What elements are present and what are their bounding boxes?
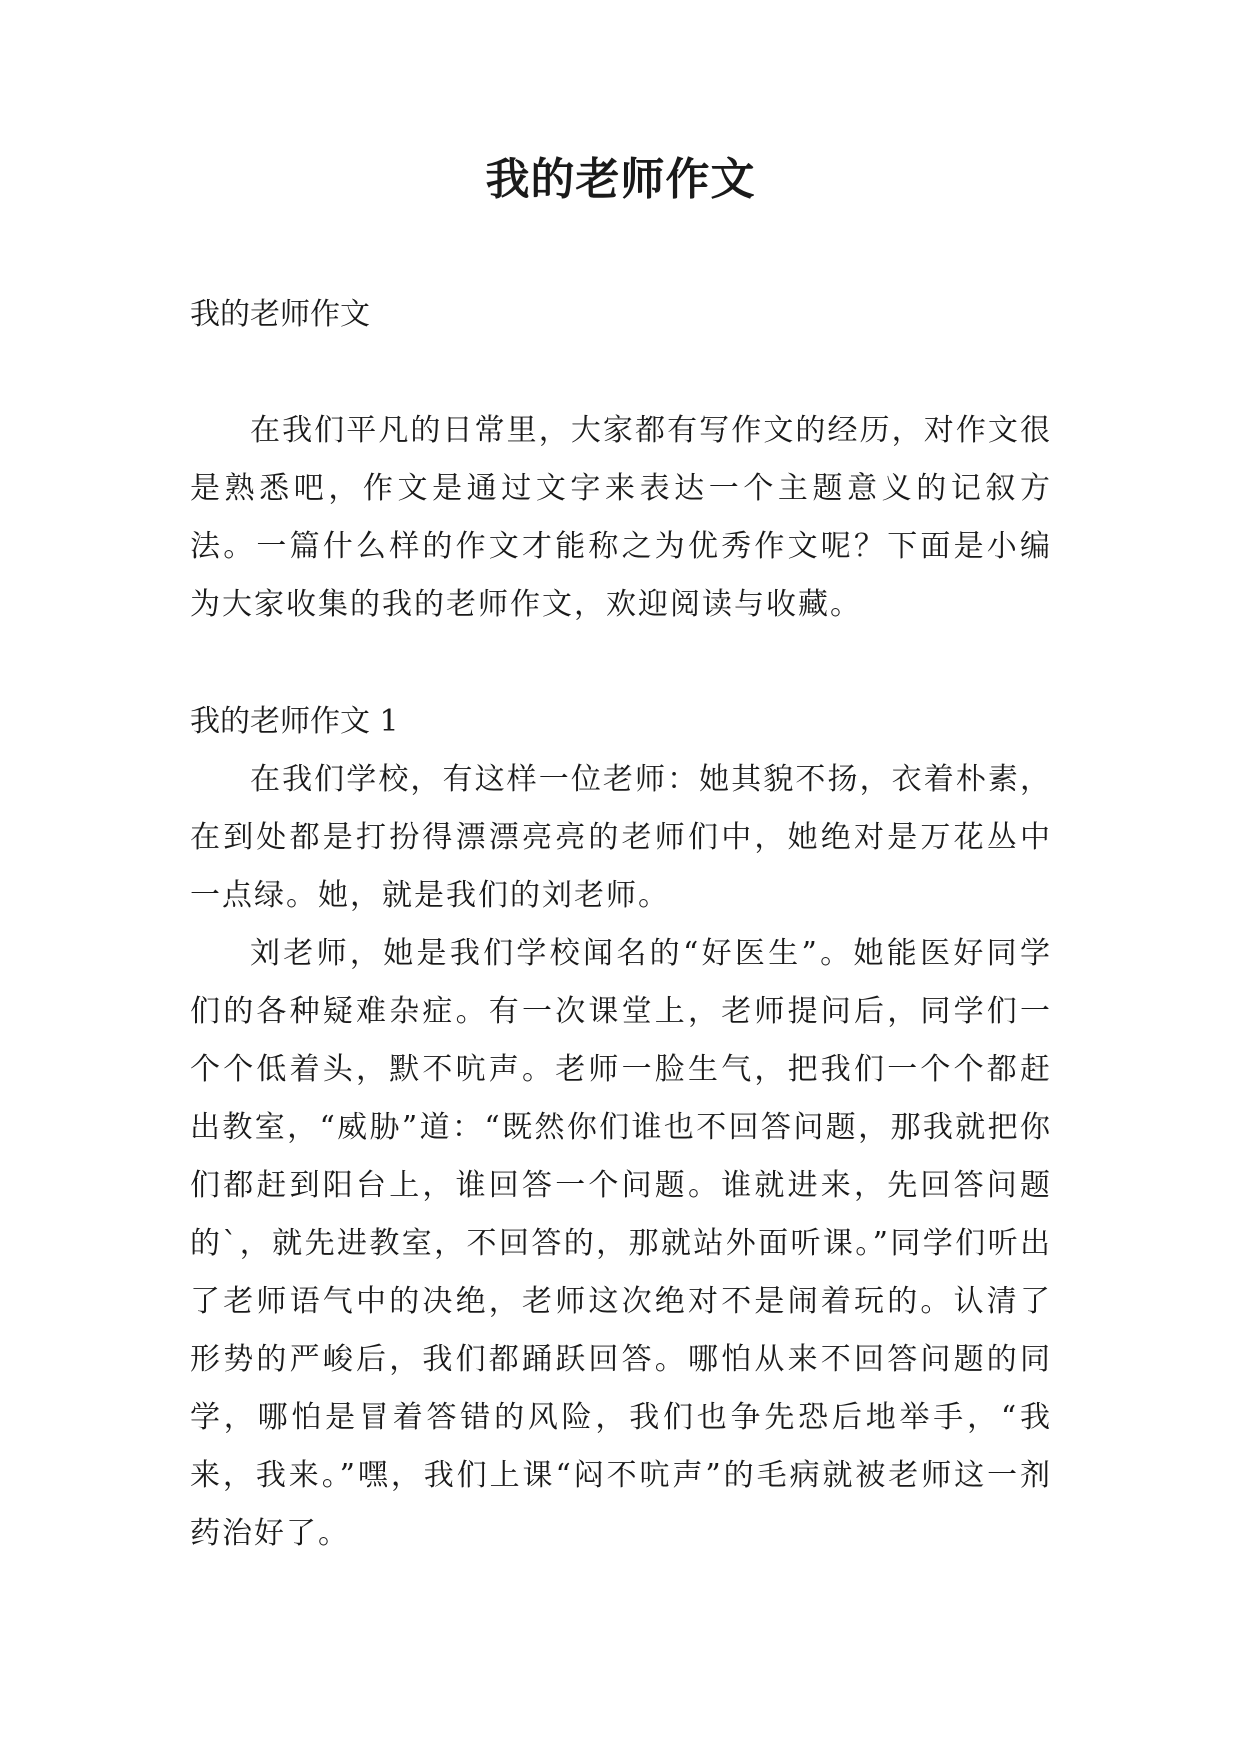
- section-paragraph-2: 刘老师，她是我们学校闻名的“好医生”。她能医好同学们的各种疑难杂症。有一次课堂上，老师提问后，同学们一个个低着头，默不吭声。老师一脸生气，把我们一个个都赶出教室，“威胁”道：“既然你们谁也不回答问题，那我就把你们都赶到阳台上，谁回答一个问题。谁就进来，先回答问题的`，就先进教室，不回答的，那就站外面听课。”同学们听出了老师语气中的决绝，老师这次绝对不是闹着玩的。认清了形势的严峻后，我们都踊跃回答。哪怕从来不回答问题的同学，哪怕是冒着答错的风险，我们也争先恐后地举手，“我来，我来。”嘿，我们上课“闷不吭声”的毛病就被老师这一剂药治好了。: [190, 936, 1052, 1551]
- document-subtitle: 我的老师作文: [190, 297, 370, 332]
- section-paragraph-1: 在我们学校，有这样一位老师：她其貌不扬，衣着朴素，在到处都是打扮得漂漂亮亮的老师们中，她绝对是万花丛中一点绿。她，就是我们的刘老师。: [190, 762, 1052, 913]
- intro-block: [190, 402, 1052, 634]
- section-heading: 我的老师作文 1: [190, 704, 399, 739]
- section-1: [190, 693, 1052, 1563]
- document-title: 我的老师作文: [485, 154, 756, 205]
- intro-paragraph: 在我们平凡的日常里，大家都有写作文的经历，对作文很是熟悉吧，作文是通过文字来表达一个主题意义的记叙方法。一篇什么样的作文才能称之为优秀作文呢？下面是小编为大家收集的我的老师作文，欢迎阅读与收藏。: [190, 413, 1052, 622]
